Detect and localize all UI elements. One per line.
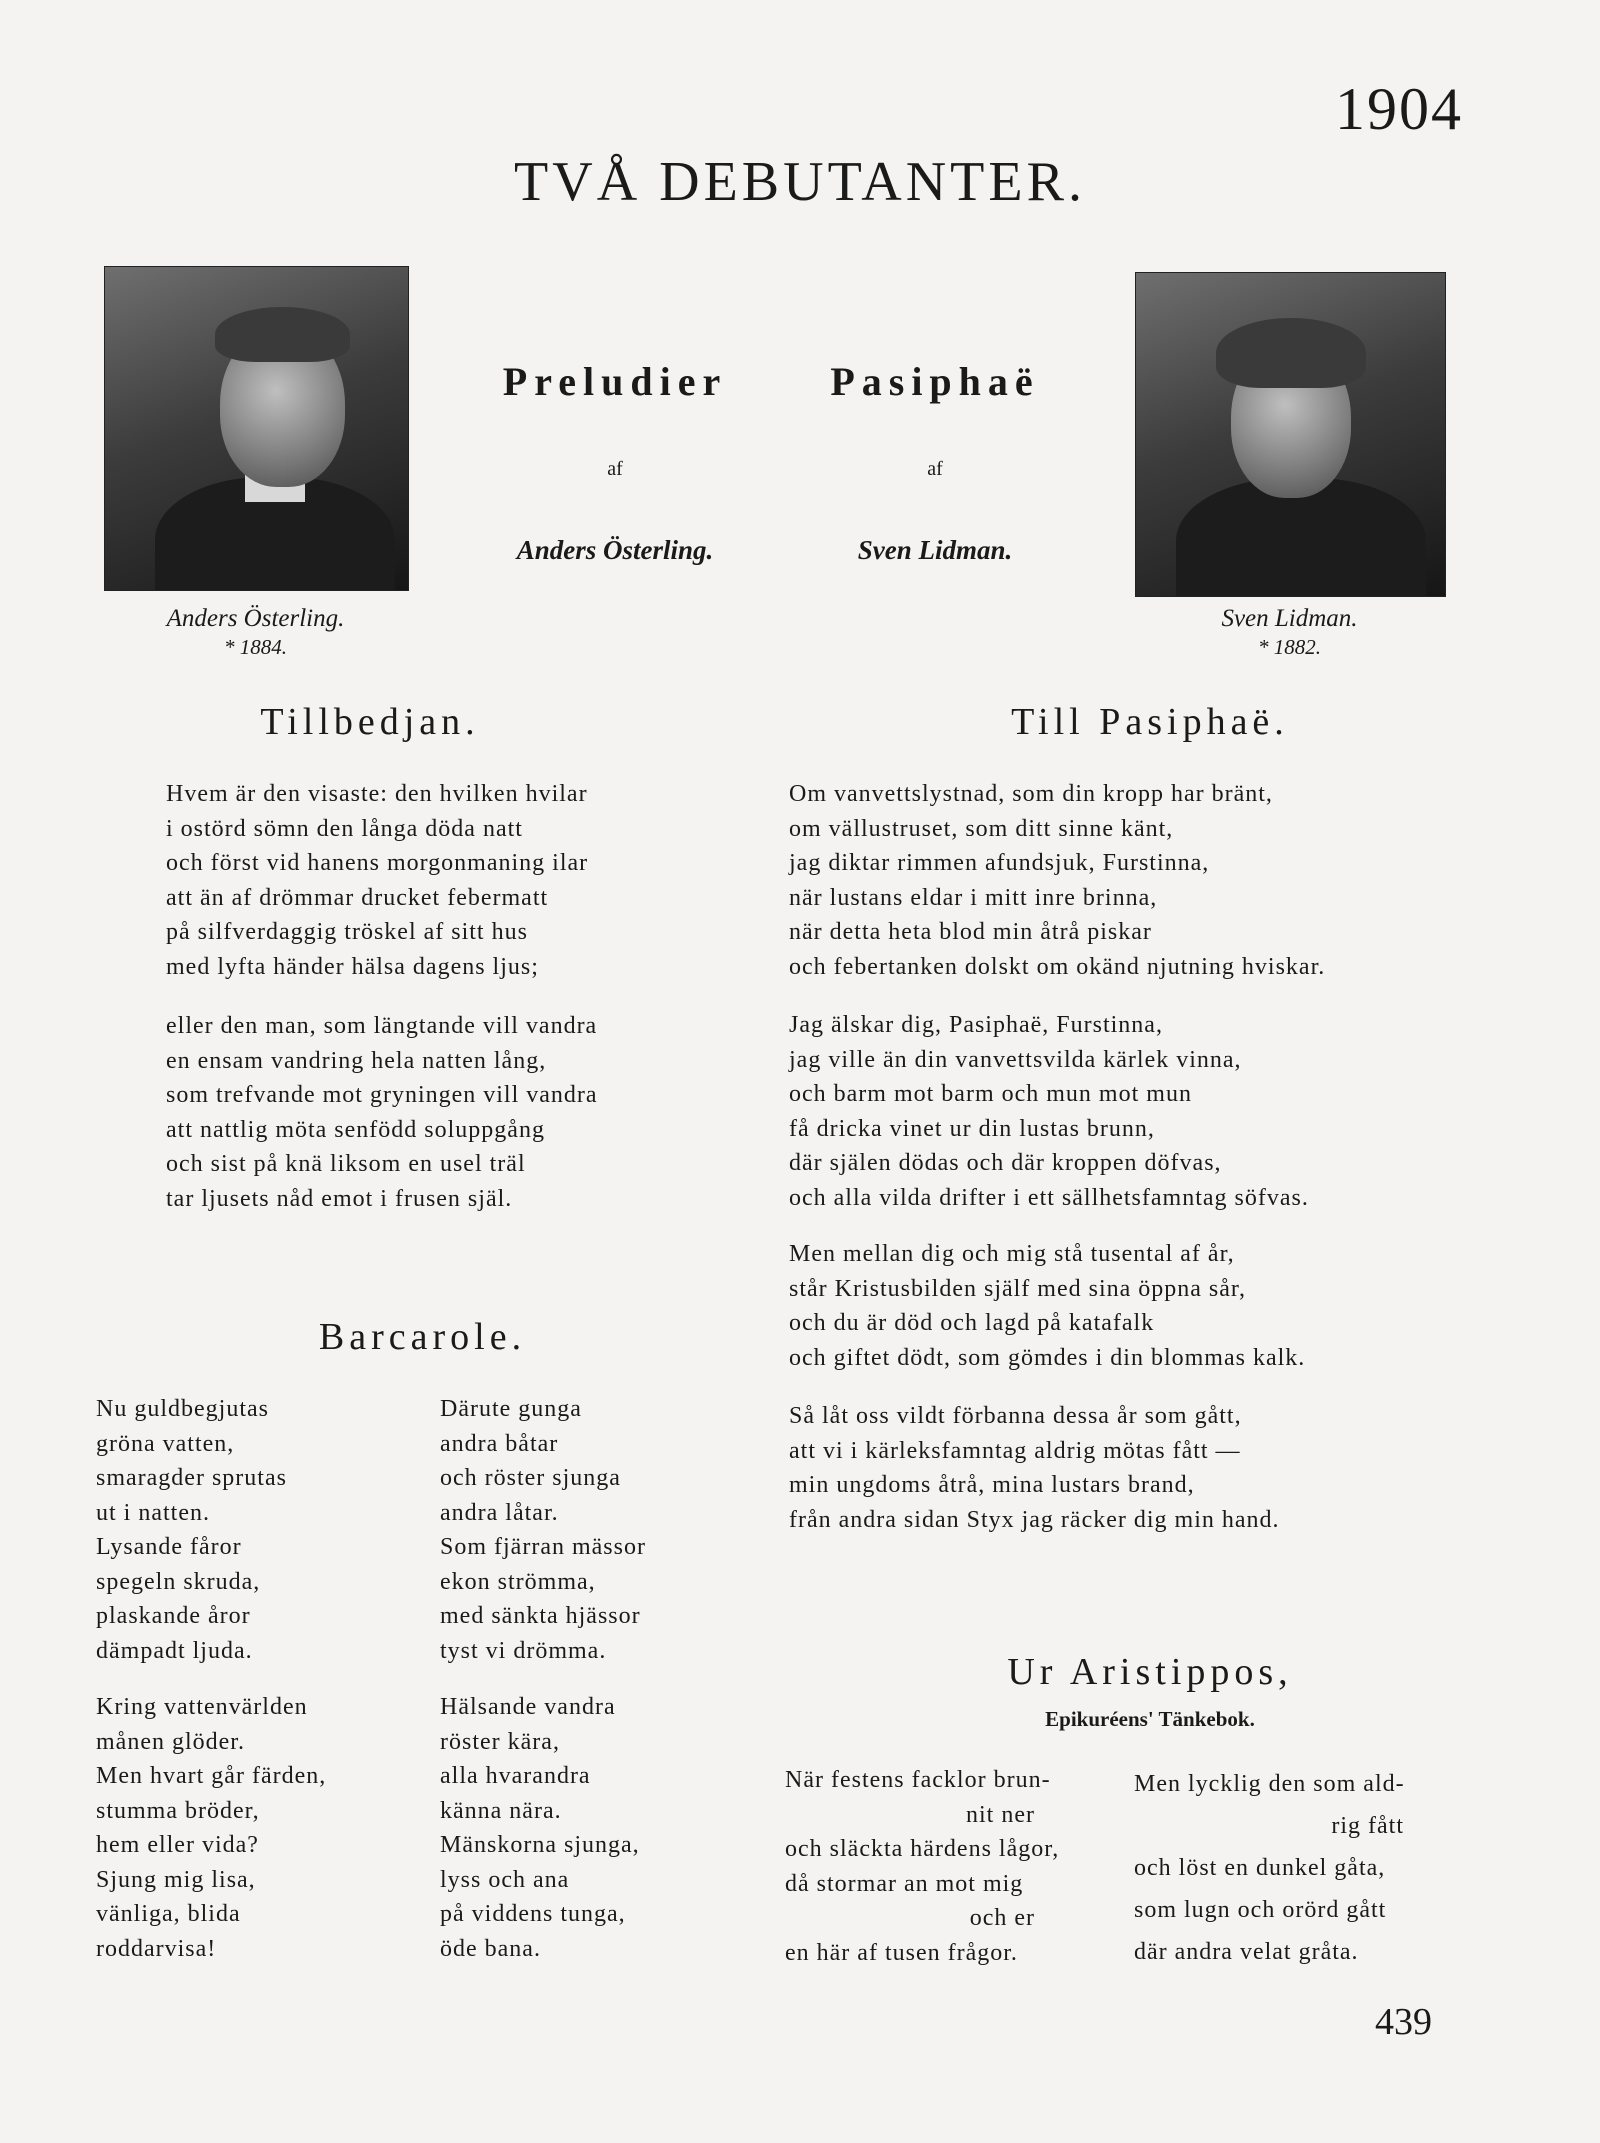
poem-line: från andra sidan Styx jag räcker dig min hand.	[789, 1506, 1280, 1533]
poem-line: och alla vilda drifter i ett sällhetsfamntag söfvas.	[789, 1184, 1309, 1211]
poem-line: Om vanvettslystnad, som din kropp har bränt,	[789, 781, 1273, 807]
poem-line: Lysande fåror	[96, 1534, 242, 1560]
poem-line: Så låt oss vildt förbanna dessa år som gått,	[789, 1403, 1242, 1429]
poem-line: att vi i kärleksfamntag aldrig mötas fått —	[789, 1437, 1241, 1464]
book-by-left: af	[607, 458, 623, 480]
portrait-name: Sven Lidman.	[1221, 605, 1358, 632]
poem-line: när lustans eldar i mitt inre brinna,	[789, 884, 1158, 911]
poem-line: smaragder sprutas	[96, 1465, 287, 1491]
poem-line: och du är död och lagd på katafalk	[789, 1310, 1155, 1336]
poem-line: och febertanken dolskt om okänd njutning hviskar.	[789, 953, 1326, 980]
poem-line: rig fått	[1331, 1813, 1404, 1839]
poem-line: Men mellan dig och mig stå tusental af år,	[789, 1241, 1235, 1267]
stanza	[785, 1763, 1105, 1970]
page-number: 439	[1375, 2001, 1432, 2043]
poem-line: och röster sjunga	[440, 1465, 621, 1491]
book-author-left: Anders Österling.	[516, 535, 714, 565]
poem-line: som lugn och orörd gått	[1134, 1897, 1387, 1923]
poem-line: och löst en dunkel gåta,	[1134, 1855, 1386, 1881]
poem-line: röster kära,	[440, 1728, 560, 1755]
portrait-caption-right	[1135, 605, 1444, 661]
poem-line: gröna vatten,	[96, 1430, 235, 1457]
poem-line: med lyfta händer hälsa dagens ljus;	[166, 953, 539, 980]
poem-line: på silfverdaggig tröskel af sitt hus	[166, 919, 528, 945]
poem-line: står Kristusbilden själf med sina öppna sår,	[789, 1275, 1246, 1302]
poem-line: Jag älskar dig, Pasiphaë, Furstinna,	[789, 1012, 1163, 1038]
poem-line: få dricka vinet ur din lustas brunn,	[789, 1115, 1155, 1142]
stanza	[440, 1392, 646, 1668]
poem-line: när detta heta blod min åtrå piskar	[789, 919, 1152, 945]
poem-title-aristippos: Ur Aristippos,	[1007, 1651, 1293, 1693]
poem-line: roddarvisa!	[96, 1935, 217, 1962]
poem-line: känna nära.	[440, 1797, 562, 1824]
poem-line: öde bana.	[440, 1935, 541, 1962]
poem-line: andra båtar	[440, 1430, 559, 1457]
portrait-born: * 1882.	[1258, 635, 1321, 659]
poem-line: andra låtar.	[440, 1499, 559, 1526]
poem-line: att än af drömmar drucket febermatt	[166, 884, 549, 911]
page-title: TVÅ DEBUTANTER.	[514, 151, 1086, 213]
poem-line: Hälsande vandra	[440, 1694, 616, 1720]
poem-line: och sist på knä liksom en usel träl	[166, 1151, 526, 1177]
portrait-name: Anders Österling.	[166, 605, 345, 632]
poem-line: Mänskorna sjunga,	[440, 1832, 640, 1858]
poem-line: När festens facklor brun-	[785, 1767, 1051, 1793]
poem-line: en ensam vandring hela natten lång,	[166, 1047, 547, 1074]
book-author-right: Sven Lidman.	[857, 535, 1013, 565]
poem-line: på viddens tunga,	[440, 1901, 626, 1927]
poem-line: plaskande åror	[96, 1603, 251, 1629]
portrait-caption-left	[104, 605, 407, 661]
poem-line: tar ljusets nåd emot i frusen själ.	[166, 1185, 513, 1212]
poem-line: i ostörd sömn den långa döda natt	[166, 815, 523, 842]
poem-line: månen glöder.	[96, 1728, 245, 1755]
book-title-left: Preludier	[502, 359, 728, 404]
stanza	[1134, 1763, 1454, 1973]
portrait-hair	[1216, 318, 1366, 388]
poem-line: dämpadt ljuda.	[96, 1637, 253, 1664]
book-title-right: Pasiphaë	[830, 359, 1040, 404]
poem-line: en här af tusen frågor.	[785, 1939, 1018, 1966]
poem-line: och barm mot barm och mun mot mun	[789, 1081, 1192, 1107]
poem-line: hem eller vida?	[96, 1832, 259, 1858]
poem-line: spegeln skruda,	[96, 1568, 261, 1595]
poem-title-tillbedjan: Tillbedjan.	[260, 701, 480, 743]
poem-line: och er	[969, 1905, 1035, 1931]
stanza	[789, 1008, 1309, 1215]
poem-line: om vällustruset, som ditt sinne känt,	[789, 815, 1174, 842]
poem-title-till-pasiphae: Till Pasiphaë.	[1011, 701, 1289, 743]
poem-line: med sänkta hjässor	[440, 1603, 641, 1629]
portrait-photo-left	[104, 266, 409, 591]
portrait-photo-right	[1135, 272, 1446, 597]
poem-line: lyss och ana	[440, 1866, 570, 1893]
poem-line: stumma bröder,	[96, 1797, 260, 1824]
poem-line: Men lycklig den som ald-	[1134, 1771, 1405, 1797]
portrait-hair	[215, 307, 350, 362]
year-heading: 1904	[1335, 76, 1463, 142]
poem-line: Hvem är den visaste: den hvilken hvilar	[166, 781, 588, 807]
poem-line: Sjung mig lisa,	[96, 1866, 256, 1893]
poem-line: Men hvart går färden,	[96, 1763, 327, 1789]
poem-line: ut i natten.	[96, 1499, 210, 1526]
poem-line: där själen dödas och där kroppen döfvas,	[789, 1150, 1222, 1176]
poem-line: alla hvarandra	[440, 1763, 591, 1789]
stanza	[789, 1399, 1280, 1537]
poem-subtitle-aristippos: Epikuréens' Tänkebok.	[1045, 1707, 1255, 1731]
poem-line: jag diktar rimmen afundsjuk, Furstinna,	[789, 850, 1210, 876]
poem-line: nit ner	[966, 1801, 1035, 1828]
poem-line: och släckta härdens lågor,	[785, 1836, 1060, 1862]
stanza	[96, 1690, 326, 1966]
poem-line: Därute gunga	[440, 1396, 582, 1422]
poem-title-barcarole: Barcarole.	[318, 1316, 527, 1358]
poem-line: tyst vi drömma.	[440, 1637, 607, 1664]
poem-line: eller den man, som längtande vill vandra	[166, 1013, 598, 1039]
portrait-born: * 1884.	[224, 635, 287, 659]
poem-line: då stormar an mot mig	[785, 1870, 1024, 1897]
poem-line: ekon strömma,	[440, 1568, 596, 1595]
stanza	[96, 1392, 287, 1668]
poem-line: Som fjärran mässor	[440, 1534, 646, 1560]
poem-line: Kring vattenvärlden	[96, 1694, 308, 1720]
book-by-right: af	[927, 458, 943, 480]
poem-line: jag ville än din vanvettsvilda kärlek vinna,	[789, 1046, 1242, 1073]
poem-line: och först vid hanens morgonmaning ilar	[166, 850, 589, 876]
stanza	[166, 1009, 598, 1216]
poem-line: att nattlig möta senfödd soluppgång	[166, 1116, 545, 1143]
stanza	[789, 777, 1325, 984]
poem-line: vänliga, blida	[96, 1901, 241, 1927]
poem-line: där andra velat gråta.	[1134, 1939, 1359, 1965]
stanza	[166, 777, 588, 984]
poem-line: som trefvande mot gryningen vill vandra	[166, 1082, 598, 1108]
stanza	[440, 1690, 640, 1966]
poem-line: Nu guldbegjutas	[96, 1396, 269, 1422]
poem-line: min ungdoms åtrå, mina lustars brand,	[789, 1472, 1195, 1498]
poem-line: och giftet dödt, som gömdes i din blommas kalk.	[789, 1344, 1306, 1371]
stanza	[789, 1237, 1305, 1375]
